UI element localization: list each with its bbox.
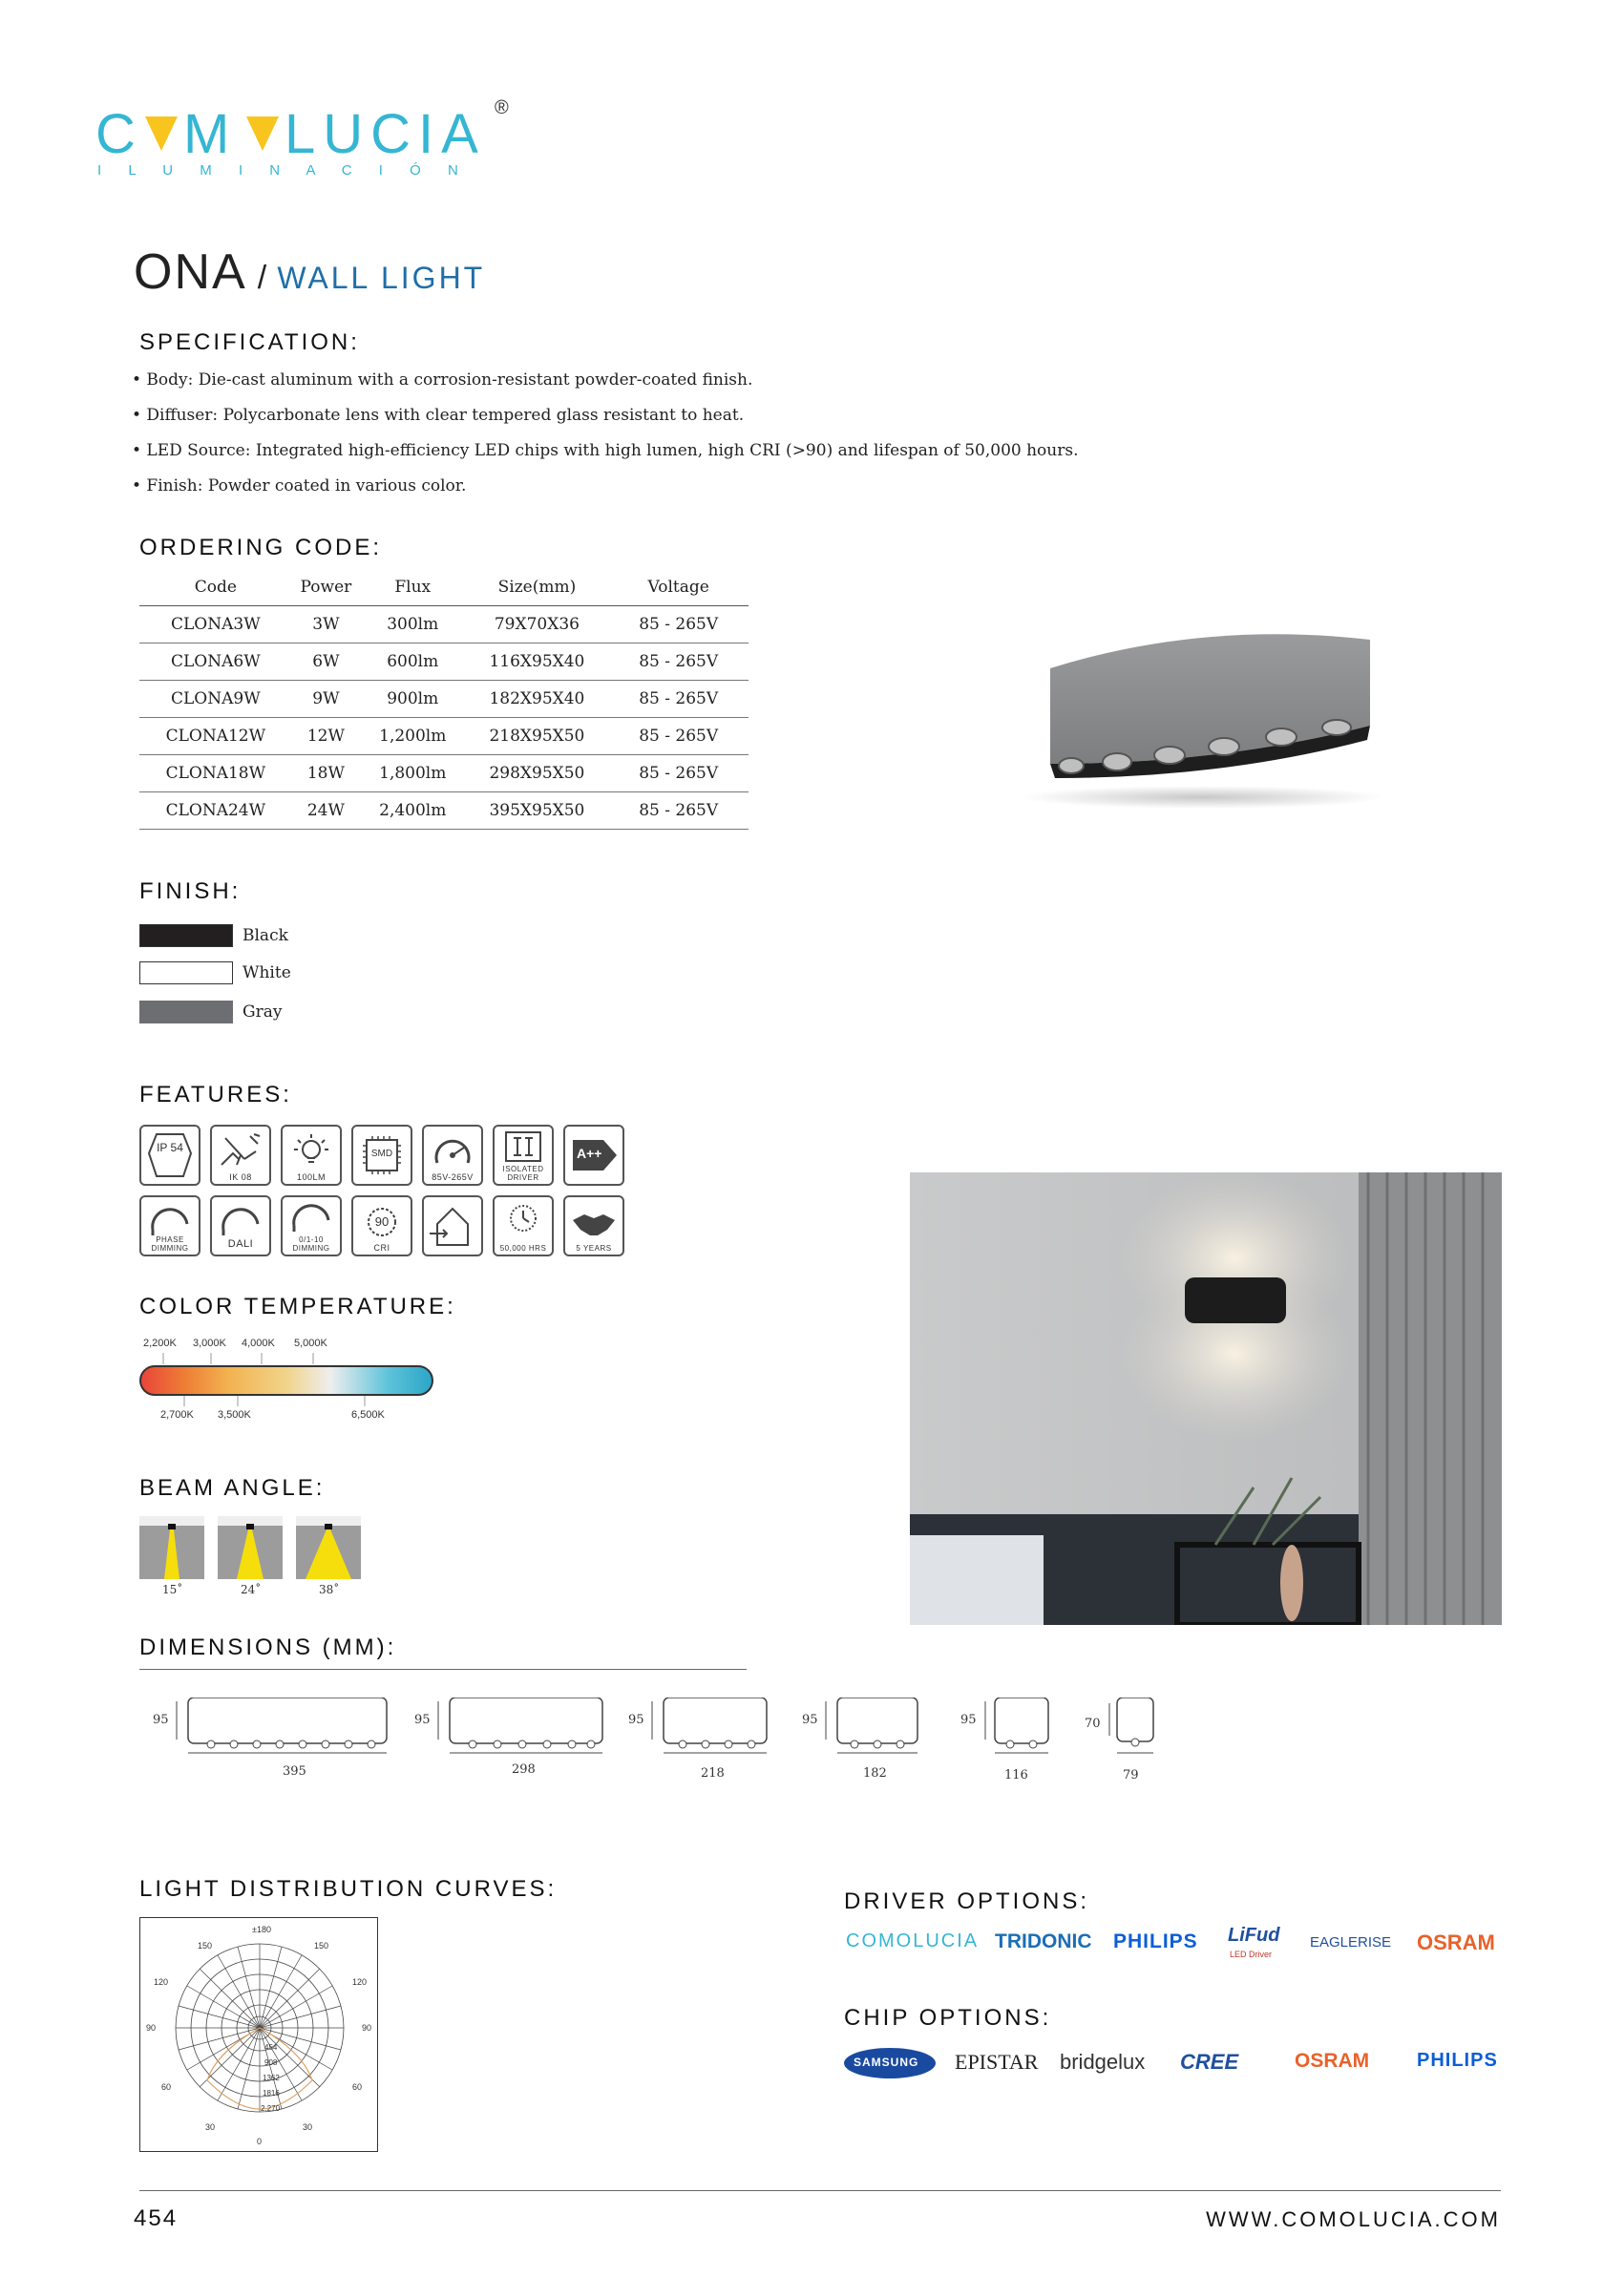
finish-label: Black bbox=[243, 926, 288, 945]
beam-angle-label: 38˚ bbox=[319, 1583, 340, 1596]
dimension-182-icon bbox=[822, 1698, 927, 1764]
chip-logo-epistar: EPISTAR bbox=[955, 2050, 1039, 2074]
table-cell: 85 - 265V bbox=[608, 755, 749, 792]
spec-item: • Body: Die-cast aluminum with a corrosion-resistant powder-coated finish. bbox=[132, 370, 753, 390]
table-cell: CLONA6W bbox=[139, 643, 292, 681]
dimension-395-icon bbox=[173, 1698, 402, 1764]
svg-text:±180: ±180 bbox=[252, 1925, 271, 1934]
dimension-item: 95 218 bbox=[624, 1688, 768, 1783]
table-cell: 1,200lm bbox=[360, 718, 465, 755]
finish-swatch bbox=[139, 924, 233, 947]
finish-item-black bbox=[139, 924, 330, 949]
product-image bbox=[1012, 621, 1394, 821]
finish-swatch bbox=[139, 961, 233, 984]
table-cell: CLONA12W bbox=[139, 718, 292, 755]
polar-curve-icon bbox=[140, 1918, 377, 2151]
dimension-79-icon bbox=[1106, 1698, 1163, 1764]
beam-angle-label: 15˚ bbox=[162, 1583, 183, 1596]
chip-logos bbox=[844, 2046, 1512, 2084]
dimension-item: 95 182 bbox=[798, 1688, 922, 1783]
svg-text:0: 0 bbox=[257, 2137, 263, 2146]
table-cell: 298X95X50 bbox=[465, 755, 608, 792]
dimension-item: 95 298 bbox=[411, 1688, 601, 1783]
dimension-item: 95 116 bbox=[960, 1688, 1065, 1783]
finish-swatch bbox=[139, 1001, 233, 1023]
svg-text:M: M bbox=[183, 103, 236, 165]
product-name: ONA bbox=[134, 244, 247, 300]
table-cell: 600lm bbox=[360, 643, 465, 681]
chip-logo-samsung: SAMSUNG bbox=[844, 2048, 936, 2078]
table-cell: 85 - 265V bbox=[608, 792, 749, 830]
warranty-icon: 5 YEARS bbox=[563, 1195, 624, 1256]
svg-text:30: 30 bbox=[205, 2122, 216, 2132]
svg-text:120: 120 bbox=[154, 1977, 169, 1987]
driver-logos bbox=[844, 1925, 1512, 1967]
ct-label-top: 3,000K bbox=[193, 1338, 226, 1349]
table-cell: CLONA24W bbox=[139, 792, 292, 830]
table-cell: 300lm bbox=[360, 606, 465, 643]
dimension-298-icon bbox=[434, 1698, 616, 1764]
driver-logo-philips: PHILIPS bbox=[1113, 1930, 1198, 1952]
dimension-item: 70 79 bbox=[1085, 1688, 1171, 1783]
chip-logo-philips: PHILIPS bbox=[1417, 2050, 1498, 2071]
table-cell: 116X95X40 bbox=[465, 643, 608, 681]
voltage-icon: 85V-265V bbox=[422, 1125, 483, 1186]
chip-logo-cree: CREE bbox=[1180, 2050, 1239, 2074]
svg-text:LUCIA: LUCIA bbox=[285, 103, 486, 165]
table-cell: 85 - 265V bbox=[608, 643, 749, 681]
col-voltage: Voltage bbox=[608, 569, 749, 606]
chip-options-heading: CHIP OPTIONS: bbox=[844, 2005, 1052, 2031]
table-cell: 218X95X50 bbox=[465, 718, 608, 755]
table-cell: 18W bbox=[292, 755, 360, 792]
finish-item-white bbox=[139, 961, 330, 986]
table-cell: 182X95X40 bbox=[465, 681, 608, 718]
table-row bbox=[139, 792, 749, 830]
beam-38-icon bbox=[296, 1516, 361, 1579]
table-row bbox=[139, 755, 749, 792]
svg-text:30: 30 bbox=[303, 2122, 313, 2132]
table-cell: 79X70X36 bbox=[465, 606, 608, 643]
beam-angle-diagrams bbox=[139, 1516, 369, 1602]
finish-label: Gray bbox=[243, 1002, 283, 1022]
dali-icon: DALI bbox=[210, 1195, 271, 1256]
finish-item-gray bbox=[139, 1001, 330, 1025]
table-row bbox=[139, 606, 749, 643]
table-cell: 85 - 265V bbox=[608, 681, 749, 718]
svg-text:150: 150 bbox=[314, 1941, 329, 1951]
beam-15-icon bbox=[139, 1516, 204, 1579]
ordering-table bbox=[139, 569, 749, 830]
col-power: Power bbox=[292, 569, 360, 606]
svg-text:1362: 1362 bbox=[263, 2074, 280, 2082]
dimensions-heading: DIMENSIONS (MM): bbox=[139, 1635, 397, 1660]
col-size: Size(mm) bbox=[465, 569, 608, 606]
room-photo bbox=[910, 1172, 1502, 1625]
light-distribution-heading: LIGHT DISTRIBUTION CURVES: bbox=[139, 1876, 558, 1902]
smd-icon: SMD bbox=[351, 1125, 412, 1186]
dimensions-rule bbox=[139, 1669, 747, 1670]
product-category: WALL LIGHT bbox=[277, 261, 486, 295]
table-row bbox=[139, 681, 749, 718]
table-cell: CLONA3W bbox=[139, 606, 292, 643]
beam-24-icon bbox=[218, 1516, 283, 1579]
specification-heading: SPECIFICATION: bbox=[139, 329, 360, 355]
svg-text:908: 908 bbox=[264, 2058, 278, 2067]
ip54-icon: IP 54 bbox=[139, 1125, 200, 1186]
page-number: 454 bbox=[134, 2205, 179, 2231]
specification-list bbox=[132, 363, 1182, 504]
ordering-heading: ORDERING CODE: bbox=[139, 535, 383, 560]
table-cell: 2,400lm bbox=[360, 792, 465, 830]
beam-angle-label: 24˚ bbox=[241, 1583, 262, 1596]
features-grid bbox=[139, 1125, 626, 1258]
spec-item: • LED Source: Integrated high-efficiency LED chips with high lumen, high CRI (>90) and lifespan of 50,000 hours. bbox=[132, 441, 1079, 460]
ct-label-top: 4,000K bbox=[242, 1338, 275, 1349]
finish-heading: FINISH: bbox=[139, 878, 242, 904]
phase-dimming-icon: PHASE DIMMING bbox=[139, 1195, 200, 1256]
ik08-icon: IK 08 bbox=[210, 1125, 271, 1186]
website-link[interactable]: WWW.COMOLUCIA.COM bbox=[1206, 2207, 1501, 2231]
dimension-116-icon bbox=[981, 1698, 1058, 1764]
svg-text:90: 90 bbox=[362, 2023, 372, 2033]
energy-class-icon: A++ bbox=[563, 1125, 624, 1186]
driver-logo-tridonic: TRIDONIC bbox=[995, 1930, 1092, 1952]
driver-logo-lifud: LiFud bbox=[1228, 1925, 1280, 1946]
table-cell: 6W bbox=[292, 643, 360, 681]
table-row bbox=[139, 643, 749, 681]
svg-text:90: 90 bbox=[146, 2023, 157, 2033]
driver-logo-comolucia: COMOLUCIA bbox=[846, 1930, 980, 1951]
driver-logo-eaglerise: EAGLERISE bbox=[1310, 1934, 1392, 1951]
color-temperature-heading: COLOR TEMPERATURE: bbox=[139, 1294, 456, 1319]
lumen-icon: 100LM bbox=[281, 1125, 342, 1186]
ct-label-bottom: 6,500K bbox=[351, 1409, 385, 1421]
table-cell: 9W bbox=[292, 681, 360, 718]
features-heading: FEATURES: bbox=[139, 1082, 292, 1107]
svg-text:150: 150 bbox=[198, 1941, 213, 1951]
driver-logo-osram: OSRAM bbox=[1417, 1930, 1495, 1954]
table-cell: 900lm bbox=[360, 681, 465, 718]
svg-text:60: 60 bbox=[161, 2082, 172, 2092]
page-title bbox=[134, 243, 485, 301]
table-cell: 1,800lm bbox=[360, 755, 465, 792]
driver-logo-lifud-sub: LED Driver bbox=[1230, 1950, 1273, 1959]
table-cell: 24W bbox=[292, 792, 360, 830]
svg-text:454: 454 bbox=[264, 2043, 278, 2052]
brand-logo bbox=[95, 95, 535, 186]
lifespan-icon: 50,000 HRS bbox=[493, 1195, 554, 1256]
dimension-drawings bbox=[139, 1688, 1190, 1793]
driver-options-heading: DRIVER OPTIONS: bbox=[844, 1888, 1090, 1914]
table-cell: CLONA9W bbox=[139, 681, 292, 718]
table-cell: 85 - 265V bbox=[608, 718, 749, 755]
table-cell: 85 - 265V bbox=[608, 606, 749, 643]
table-cell: 3W bbox=[292, 606, 360, 643]
table-row bbox=[139, 718, 749, 755]
dimming-010-icon: 0/1-10 DIMMING bbox=[281, 1195, 342, 1256]
ct-label-top: 5,000K bbox=[294, 1338, 327, 1349]
registered-mark: ® bbox=[495, 97, 509, 118]
polar-diagram bbox=[139, 1917, 378, 2152]
cri-icon: 90 CRI bbox=[351, 1195, 412, 1256]
table-header-row bbox=[139, 569, 749, 606]
footer-rule bbox=[139, 2190, 1501, 2191]
table-cell: 12W bbox=[292, 718, 360, 755]
dimension-218-icon bbox=[648, 1698, 782, 1764]
color-temperature-scale bbox=[139, 1332, 445, 1437]
svg-text:60: 60 bbox=[352, 2082, 363, 2092]
brand-subtitle: I L U M I N A C I Ó N bbox=[97, 162, 470, 179]
indoor-icon bbox=[422, 1195, 483, 1256]
table-cell: 395X95X50 bbox=[465, 792, 608, 830]
dimension-item: 95 395 bbox=[139, 1688, 397, 1783]
spec-item: • Diffuser: Polycarbonate lens with clear tempered glass resistant to heat. bbox=[132, 406, 745, 425]
col-flux: Flux bbox=[360, 569, 465, 606]
chip-logo-bridgelux: bridgelux bbox=[1060, 2050, 1146, 2074]
table-cell: CLONA18W bbox=[139, 755, 292, 792]
ct-label-bottom: 3,500K bbox=[218, 1409, 251, 1421]
spec-item: • Finish: Powder coated in various color. bbox=[132, 476, 467, 496]
svg-text:120: 120 bbox=[352, 1977, 368, 1987]
isolated-driver-icon: ISOLATED DRIVER bbox=[493, 1125, 554, 1186]
ct-label-top: 2,200K bbox=[143, 1338, 177, 1349]
finish-label: White bbox=[243, 963, 291, 982]
col-code: Code bbox=[139, 569, 292, 606]
svg-text:2,270: 2,270 bbox=[261, 2104, 281, 2113]
beam-angle-heading: BEAM ANGLE: bbox=[139, 1475, 326, 1501]
svg-text:1816: 1816 bbox=[263, 2089, 280, 2098]
ct-label-bottom: 2,700K bbox=[160, 1409, 194, 1421]
chip-logo-osram: OSRAM bbox=[1295, 2050, 1370, 2072]
svg-text:C: C bbox=[95, 103, 141, 165]
title-separator: / bbox=[257, 260, 267, 296]
